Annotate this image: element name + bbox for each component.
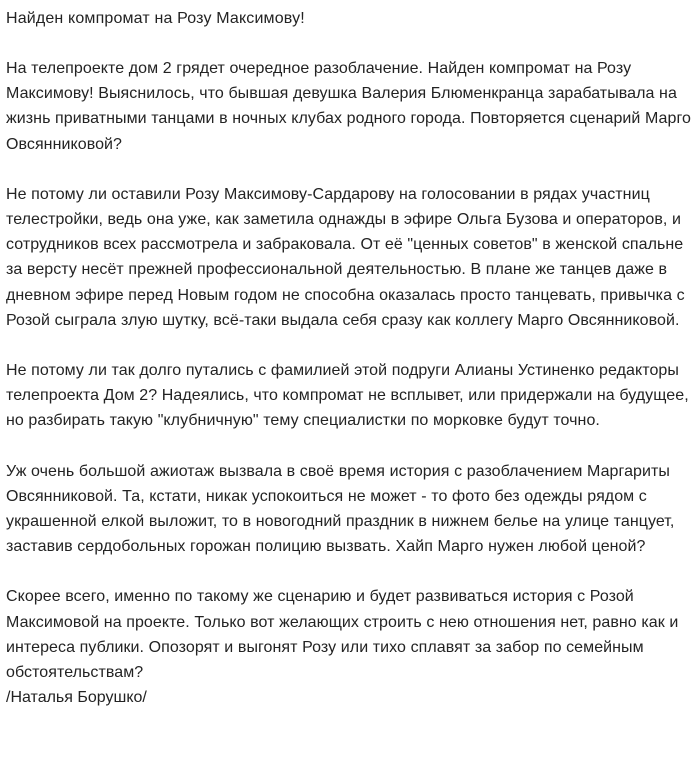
paragraph-spacer (6, 333, 691, 358)
paragraph-spacer (6, 434, 691, 459)
paragraph-spacer (6, 559, 691, 584)
page-title: Найден компромат на Розу Максимову! (6, 10, 305, 27)
article-paragraph-intro: На телепроекте дом 2 грядет очередное разоблачение. Найден компромат на Розу Максимову! Выяснилось, что бывшая девушка Валерия Блюменкранца зарабатывала на жизнь приватными танцами в ночных клубах родного города. Повторяется сценарий Марго Овсянниковой? (6, 60, 691, 153)
article-paragraph-margarita: Уж очень большой ажиотаж вызвала в своё время история с разоблачением Маргариты Овсянниковой. Та, кстати, никак успокоиться не может - то фото без одежды рядом с украшенной елкой выложит, то в новогодний праздник в нижнем белье на улице танцует, заставив сердобольных горожан полицию вызвать. Хайп Марго нужен любой ценой? (6, 462, 675, 556)
article-paragraph-voting: Не потому ли оставили Розу Максимову-Сардарову на голосовании в рядах участниц телестройки, ведь она уже, как заметила однажды в эфире Ольга Бузова и операторов, и сотрудников всех рассмотрела и забраковала. От её "ценных советов" в женской спальне за версту несёт прежней профессиональной деятельностью. В плане же танцев даже в дневном эфире перед Новым годом не способна оказалась просто танцевать, привычка с Розой сыграла злую шутку, всё-таки выдала себя сразу как коллегу Марго Овсянниковой. (6, 185, 685, 329)
paragraph-spacer (6, 157, 691, 182)
article-paragraph-forecast: Скорее всего, именно по такому же сценарию и будет развиваться история с Розой Максимовой на проекте. Только вот желающих строить с нею отношения нет, равно как и интереса публики. Опозорят и выгонят Розу или тихо сплавят за забор по семейным обстоятельствам? (6, 588, 679, 682)
article-paragraph-editors: Не потому ли так долго путались с фамилией этой подруги Алианы Устиненко редакторы телепроекта Дом 2? Надеялись, что компромат не всплывет, или придержали на будущее, но разбирать такую "клубничную" тему специалистки по морковке будут точно. (6, 362, 689, 430)
headline-spacer (6, 31, 691, 56)
author-signature: /Наталья Борушко/ (6, 689, 147, 707)
